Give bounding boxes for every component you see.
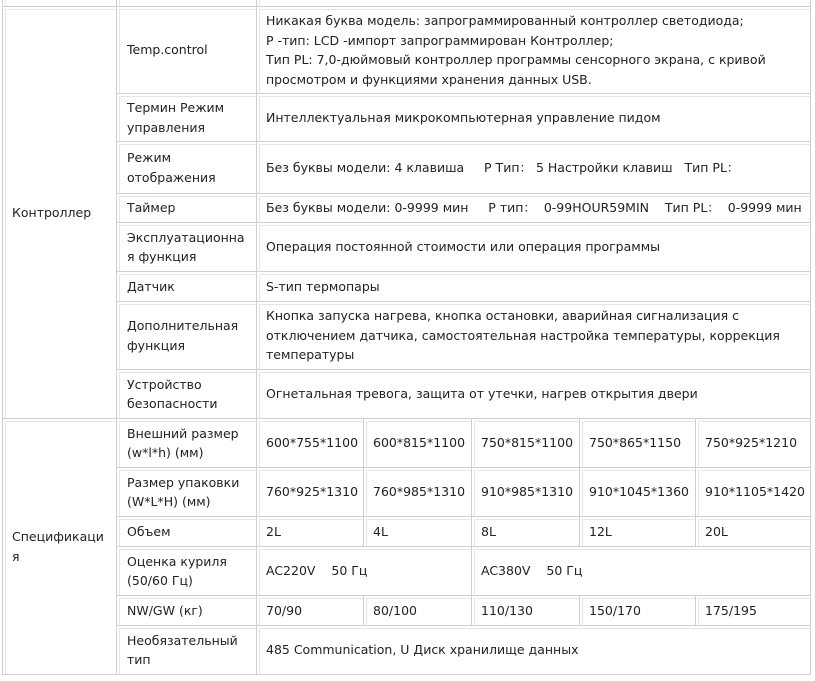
package-size-cell: 910*985*1310 bbox=[472, 468, 580, 517]
table-row bbox=[3, 272, 811, 302]
value-line: Кнопка запуска нагрева, кнопка остановки, аварийная сигнализация с bbox=[266, 308, 739, 324]
row-value-safety: Огнетальная тревога, защита от утечки, нагрев открытия двери bbox=[257, 370, 811, 419]
value-line: температуры bbox=[266, 347, 355, 363]
value-line: отключением датчика, самостоятельная настройка температуры, коррекция bbox=[266, 327, 780, 343]
row-label-power: Оценка куриля (50/60 Гц) bbox=[117, 547, 257, 596]
package-size-cell: 910*1045*1360 bbox=[580, 468, 696, 517]
table-cell bbox=[3, 0, 117, 7]
table-row bbox=[3, 223, 811, 272]
package-size-cell: 760*925*1310 bbox=[257, 468, 364, 517]
group-label-controller: Контроллер bbox=[3, 7, 117, 419]
weight-cell: 70/90 bbox=[257, 596, 364, 626]
table-row bbox=[3, 370, 811, 419]
power-cell-220: AC220V 50 Гц bbox=[257, 547, 472, 596]
table-row bbox=[3, 419, 811, 468]
power-cell-380: AC380V 50 Гц bbox=[472, 547, 811, 596]
row-label-temp-control: Temp.control bbox=[117, 7, 257, 94]
table-row bbox=[3, 626, 811, 675]
table-row bbox=[3, 94, 811, 142]
package-size-cell: 760*985*1310 bbox=[364, 468, 472, 517]
outer-size-cell: 750*925*1210 bbox=[696, 419, 811, 468]
group-label-specs: Спецификация bbox=[3, 419, 117, 675]
volume-cell: 20L bbox=[696, 517, 811, 547]
table-row bbox=[3, 194, 811, 223]
table-row bbox=[3, 547, 811, 596]
outer-size-cell: 750*865*1150 bbox=[580, 419, 696, 468]
value-line: Тип PL: 7,0-дюймовый контроллер программы сенсорного экрана, с кривой bbox=[266, 52, 766, 67]
outer-size-cell: 600*755*1100 bbox=[257, 419, 364, 468]
row-value-extra-function bbox=[257, 302, 811, 370]
row-label-outer-size: Внешний размер (w*l*h) (мм) bbox=[117, 419, 257, 468]
table-row bbox=[3, 596, 811, 626]
row-label-display-mode: Режим отображения bbox=[117, 142, 257, 194]
table-cell bbox=[117, 0, 257, 7]
row-label-volume: Объем bbox=[117, 517, 257, 547]
volume-cell: 12L bbox=[580, 517, 696, 547]
row-label-sensor: Датчик bbox=[117, 272, 257, 302]
row-value-optional: 485 Communication, U Диск хранилище данных bbox=[257, 626, 811, 675]
row-label-weight: NW/GW (кг) bbox=[117, 596, 257, 626]
row-label-timer: Таймер bbox=[117, 194, 257, 223]
volume-cell: 4L bbox=[364, 517, 472, 547]
table-row bbox=[3, 7, 811, 94]
table-cell bbox=[257, 0, 811, 7]
table-row bbox=[3, 468, 811, 517]
weight-cell: 80/100 bbox=[364, 596, 472, 626]
row-value-sensor: S-тип термопары bbox=[257, 272, 811, 302]
table-row bbox=[3, 142, 811, 194]
row-label-package-size: Размер упаковки (W*L*H) (мм) bbox=[117, 468, 257, 517]
row-label-safety: Устройство безопасности bbox=[117, 370, 257, 419]
weight-cell: 110/130 bbox=[472, 596, 580, 626]
table-row bbox=[3, 302, 811, 370]
volume-cell: 8L bbox=[472, 517, 580, 547]
weight-cell: 150/170 bbox=[580, 596, 696, 626]
table-row bbox=[3, 517, 811, 547]
spec-table bbox=[2, 0, 811, 675]
row-value-timer: Без буквы модели: 0-9999 мин P тип： 0-99HOUR59MIN Тип PL： 0-9999 мин bbox=[257, 194, 811, 223]
weight-cell: 175/195 bbox=[696, 596, 811, 626]
volume-cell: 2L bbox=[257, 517, 364, 547]
row-label-control-mode: Термин Режим управления bbox=[117, 94, 257, 142]
row-value-display-mode: Без буквы модели: 4 клавиша P Тип： 5 Настройки клавиш Тип PL： bbox=[257, 142, 811, 194]
row-value-operation: Операция постоянной стоимости или операция программы bbox=[257, 223, 811, 272]
value-line: просмотром и функциями хранения данных USB. bbox=[266, 71, 592, 87]
package-size-cell: 910*1105*1420 bbox=[696, 468, 811, 517]
row-value-temp-control bbox=[257, 7, 811, 94]
row-label-extra-function: Дополнительная функция bbox=[117, 302, 257, 370]
table-row bbox=[3, 0, 811, 7]
row-value-control-mode: Интеллектуальная микрокомпьютерная управление пидом bbox=[257, 94, 811, 142]
outer-size-cell: 600*815*1100 bbox=[364, 419, 472, 468]
value-line: P -тип: LCD -импорт запрограммирован Контроллер; bbox=[266, 32, 614, 48]
row-label-optional: Необязательный тип bbox=[117, 626, 257, 675]
value-line: Никакая буква модель: запрограммированный контроллер светодиода; bbox=[266, 13, 744, 28]
outer-size-cell: 750*815*1100 bbox=[472, 419, 580, 468]
row-label-operation: Эксплуатационная функция bbox=[117, 223, 257, 272]
